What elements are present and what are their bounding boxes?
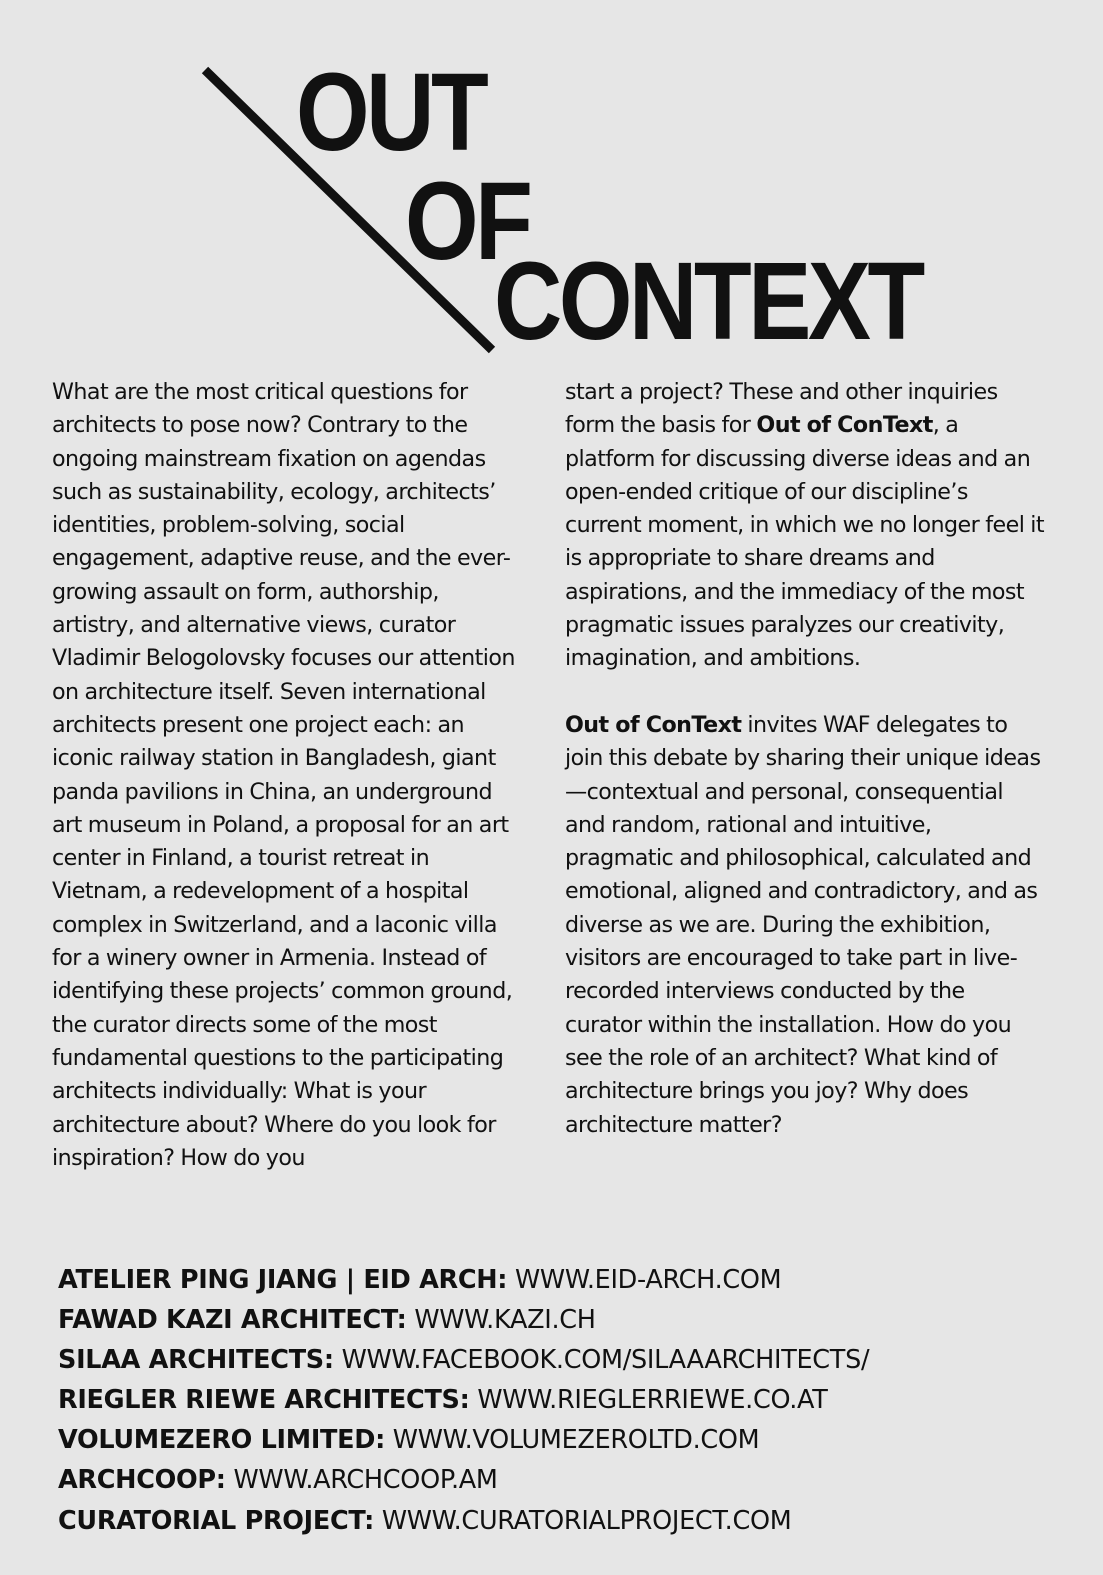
credit-line bbox=[58, 1501, 1088, 1541]
credit-url[interactable]: WWW.FACEBOOK.COM/SILAAARCHITECTS/ bbox=[341, 1345, 870, 1376]
credit-name: ARCHCOOP: bbox=[58, 1465, 226, 1496]
platform-name-bold: Out of ConText bbox=[565, 711, 742, 738]
credit-line bbox=[58, 1300, 1088, 1340]
credit-line bbox=[58, 1260, 1088, 1300]
continued-text-lead: start a project? These and other inquiries form the basis for bbox=[565, 379, 998, 439]
credits-list bbox=[58, 1260, 1088, 1541]
continued-text-rest: , a platform for discussing diverse ideas and an open-ended critique of our discipline’s current moment, in which we no longer feel it is appropriate to share dreams and aspirations, and the immediacy of the most pragmatic issues paralyzes our creativity, imagination, and ambitions. bbox=[565, 412, 1045, 672]
credit-url[interactable]: WWW.EID-ARCH.COM bbox=[515, 1265, 782, 1295]
article-paragraph-continued bbox=[565, 376, 1045, 676]
article-column-right bbox=[565, 376, 1045, 1142]
article-column-left bbox=[52, 376, 522, 1175]
credit-name: CURATORIAL PROJECT: bbox=[58, 1505, 374, 1536]
credit-name: VOLUMEZERO LIMITED: bbox=[58, 1425, 385, 1456]
credit-line bbox=[58, 1340, 1088, 1380]
credit-url[interactable]: WWW.VOLUMEZEROLTD.COM bbox=[392, 1425, 760, 1456]
title-line-context: CONTEXT bbox=[494, 240, 922, 363]
credit-url[interactable]: WWW.ARCHCOOP.AM bbox=[233, 1465, 498, 1496]
title-block bbox=[0, 0, 1103, 363]
title-line-out: OUT bbox=[296, 51, 486, 174]
credit-name: SILAA ARCHITECTS: bbox=[58, 1345, 334, 1376]
credit-name: ATELIER PING JIANG | EID ARCH: bbox=[58, 1265, 508, 1295]
credit-url[interactable]: WWW.CURATORIALPROJECT.COM bbox=[381, 1505, 792, 1536]
credit-line bbox=[58, 1460, 1088, 1500]
credit-url[interactable]: WWW.RIEGLERRIEWE.CO.AT bbox=[477, 1385, 828, 1416]
credit-line bbox=[58, 1380, 1088, 1420]
credit-line bbox=[58, 1420, 1088, 1460]
article-paragraph-2 bbox=[565, 709, 1045, 1142]
credit-name: RIEGLER RIEWE ARCHITECTS: bbox=[58, 1385, 470, 1416]
article-paragraph-1: What are the most critical questions for architects to pose now? Contrary to the ongoing mainstream fixation on agendas such as sustainability, ecology, architects’ identities, problem-solving, social engagement, adaptive reuse, and the ever-growing assault on form, authorship, artistry, and alternative views, curator Vladimir Belogolovsky focuses our attention on architecture itself. Seven international architects present one project each: an iconic railway station in Bangladesh, giant panda pavilions in China, an underground art museum in Poland, a proposal for an art center in Finland, a tourist retreat in Vietnam, a redevelopment of a hospital complex in Switzerland, and a laconic villa for a winery owner in Armenia. Instead of identifying these projects’ common ground, the curator directs some of the most fundamental questions to the participating architects individually: What is your architecture about? Where do you look for inspiration? How do you bbox=[52, 379, 515, 1171]
title-line-of: OF bbox=[405, 160, 530, 283]
platform-name-bold: Out of ConText bbox=[756, 412, 933, 439]
credit-url[interactable]: WWW.KAZI.CH bbox=[414, 1305, 596, 1336]
invitation-text: invites WAF delegates to join this debate by sharing their unique ideas—contextual and personal, consequential and random, rational and intuitive, pragmatic and philosophical, calculated and emotional, aligned and contradictory, and as diverse as we are. During the exhibition, visitors are encouraged to take part in live-recorded interviews conducted by the curator within the installation. How do you see the role of an architect? What kind of architecture brings you joy? Why does architecture matter? bbox=[565, 711, 1041, 1138]
credit-name: FAWAD KAZI ARCHITECT: bbox=[58, 1305, 407, 1336]
